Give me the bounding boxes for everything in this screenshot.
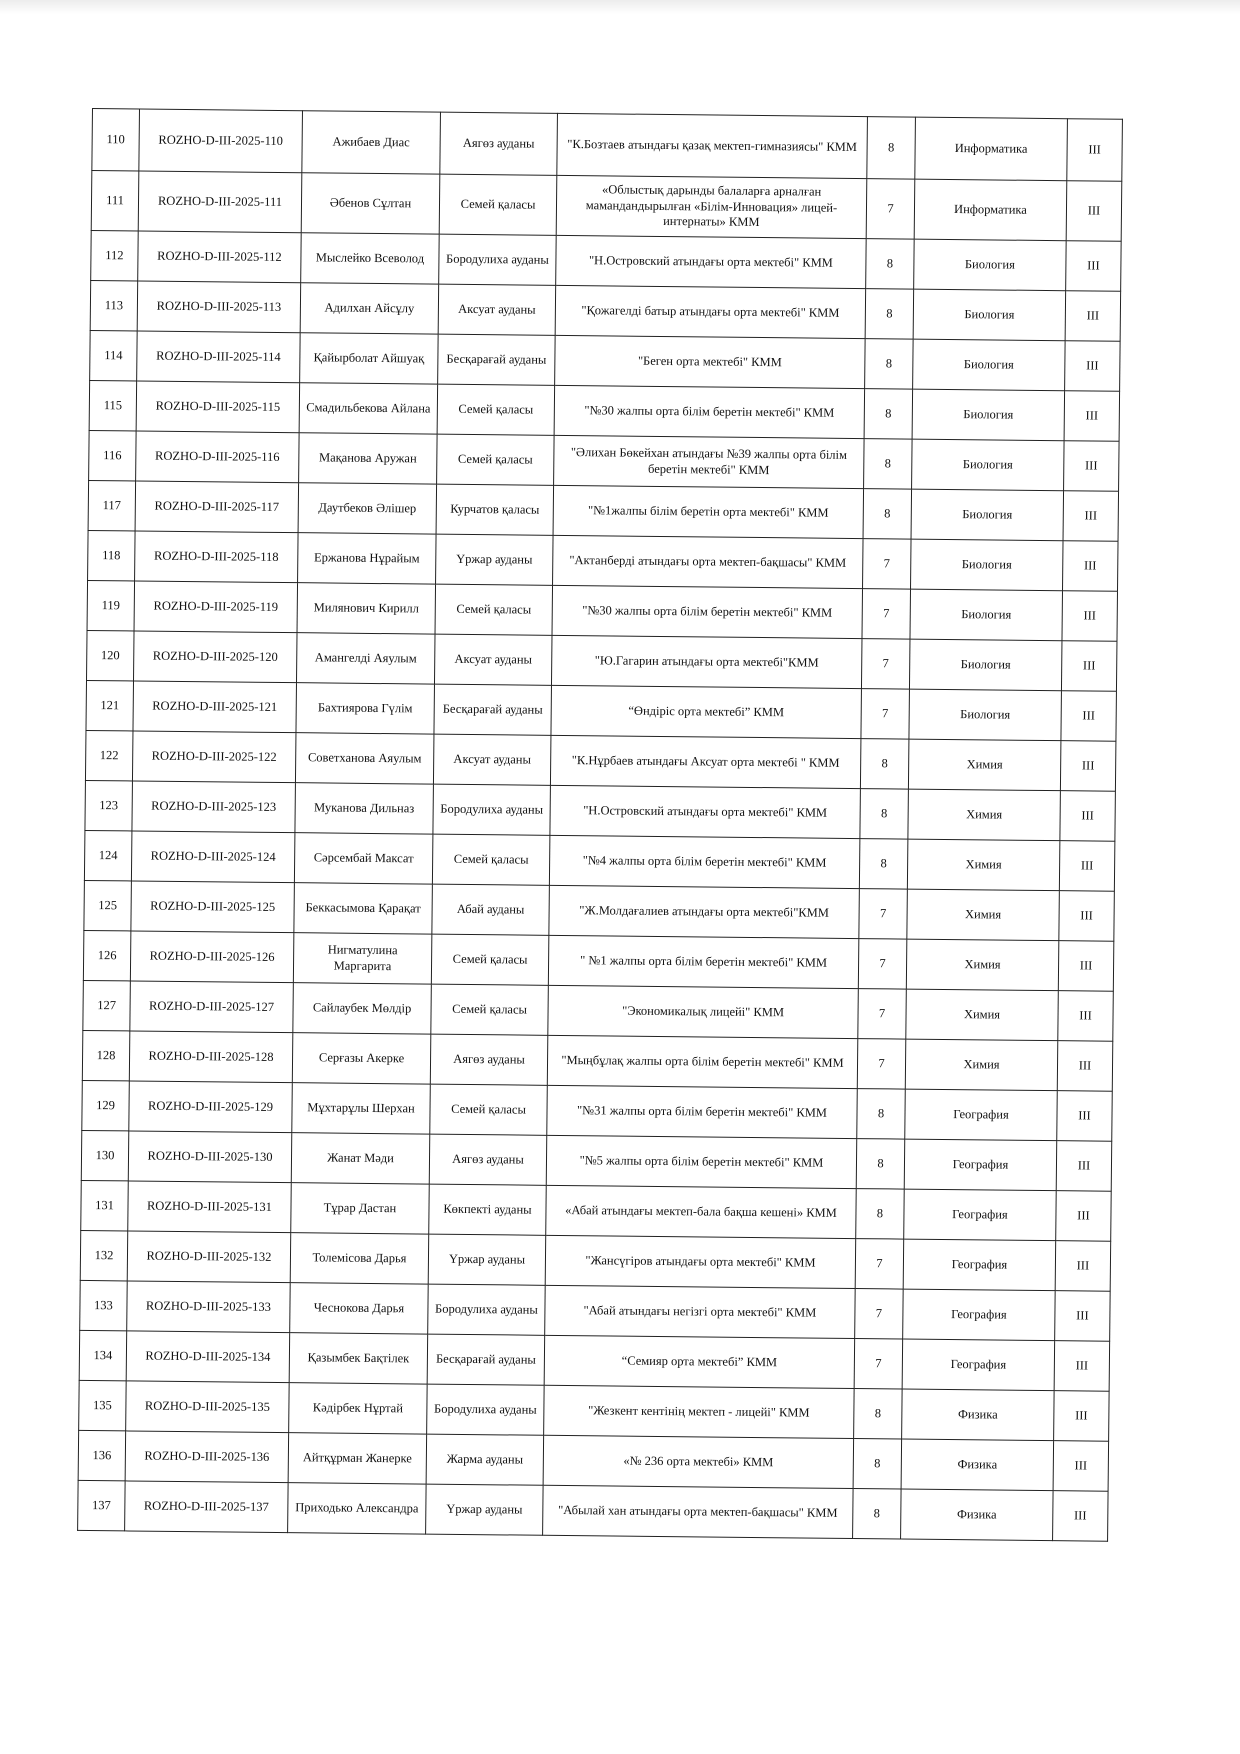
- participant-name-cell: Ажибаев Диас: [302, 111, 441, 174]
- subject-cell: Химия: [908, 789, 1061, 841]
- grade-cell: 7: [857, 1039, 906, 1089]
- award-cell: III: [1064, 441, 1120, 492]
- district-cell: Семей қаласы: [437, 434, 555, 485]
- participant-name-cell: Адилхан Айсұлу: [300, 283, 439, 334]
- participant-name-cell: Муканова Дильназ: [295, 783, 434, 834]
- grade-cell: 8: [860, 789, 909, 839]
- grade-cell: 7: [854, 1339, 903, 1389]
- award-cell: III: [1057, 1091, 1113, 1142]
- participant-code-cell: ROZHO-D-III-2025-137: [125, 1481, 289, 1533]
- district-cell: Семей қаласы: [430, 1084, 548, 1135]
- subject-cell: География: [902, 1339, 1055, 1391]
- row-number-cell: 121: [86, 680, 134, 730]
- award-cell: III: [1061, 641, 1117, 692]
- row-number-cell: 131: [81, 1180, 129, 1230]
- grade-cell: 7: [861, 639, 910, 689]
- participant-code-cell: ROZHO-D-III-2025-117: [135, 481, 299, 533]
- district-cell: Бесқарағай ауданы: [434, 684, 552, 735]
- district-cell: Үржар ауданы: [436, 534, 554, 585]
- district-cell: Семей қаласы: [432, 834, 550, 885]
- participant-code-cell: ROZHO-D-III-2025-133: [127, 1281, 291, 1333]
- row-number-cell: 119: [87, 580, 135, 630]
- school-cell: "№5 жалпы орта білім беретін мектебі" КММ: [546, 1135, 857, 1188]
- subject-cell: География: [905, 1089, 1058, 1141]
- school-cell: "№1жалпы білім беретін орта мектебі" КММ: [553, 485, 864, 538]
- participant-name-cell: Айтқұрман Жанерке: [288, 1433, 427, 1484]
- participant-name-cell: Серғазы Акерке: [292, 1033, 431, 1084]
- subject-cell: Биология: [911, 539, 1064, 591]
- district-cell: Көкпекті ауданы: [429, 1184, 547, 1235]
- school-cell: «№ 236 орта мектебі» КММ: [543, 1435, 854, 1488]
- school-cell: "№30 жалпы орта білім беретін мектебі" КММ: [554, 385, 865, 438]
- participant-name-cell: Мыслейко Всеволод: [301, 233, 440, 284]
- participant-name-cell: Чеснокова Дарья: [290, 1283, 429, 1334]
- grade-cell: 7: [862, 589, 911, 639]
- participant-code-cell: ROZHO-D-III-2025-131: [128, 1181, 292, 1233]
- grade-cell: 7: [866, 179, 915, 239]
- award-cell: III: [1061, 691, 1117, 742]
- award-cell: III: [1058, 991, 1114, 1042]
- subject-cell: Химия: [906, 989, 1059, 1041]
- row-number-cell: 129: [82, 1080, 130, 1130]
- award-cell: III: [1054, 1341, 1110, 1392]
- grade-cell: 7: [863, 539, 912, 589]
- subject-cell: География: [904, 1189, 1057, 1241]
- award-cell: III: [1055, 1291, 1111, 1342]
- grade-cell: 8: [867, 117, 916, 179]
- participant-code-cell: ROZHO-D-III-2025-110: [139, 109, 303, 173]
- district-cell: Бородулиха ауданы: [428, 1284, 546, 1335]
- award-cell: III: [1060, 791, 1116, 842]
- award-cell: III: [1053, 1491, 1109, 1542]
- participant-code-cell: ROZHO-D-III-2025-111: [138, 171, 302, 233]
- grade-cell: 8: [854, 1389, 903, 1439]
- results-table: [77, 108, 1123, 1542]
- row-number-cell: 112: [91, 230, 139, 280]
- participant-code-cell: ROZHO-D-III-2025-122: [132, 731, 296, 783]
- district-cell: Бородулиха ауданы: [439, 234, 557, 285]
- row-number-cell: 135: [79, 1380, 127, 1430]
- grade-cell: 7: [855, 1239, 904, 1289]
- participant-name-cell: Советханова Аяулым: [295, 733, 434, 784]
- award-cell: III: [1063, 491, 1119, 542]
- award-cell: III: [1062, 591, 1118, 642]
- award-cell: III: [1059, 841, 1115, 892]
- subject-cell: Химия: [907, 839, 1060, 891]
- participant-code-cell: ROZHO-D-III-2025-114: [137, 331, 301, 383]
- school-cell: "Қожагелді батыр атындағы орта мектебі" КММ: [555, 285, 866, 338]
- participant-code-cell: ROZHO-D-III-2025-132: [127, 1231, 291, 1283]
- district-cell: Семей қаласы: [431, 984, 549, 1035]
- participant-name-cell: Милянович Кирилл: [297, 583, 436, 634]
- subject-cell: Биология: [909, 689, 1062, 741]
- grade-cell: 8: [864, 389, 913, 439]
- district-cell: Аксуат ауданы: [434, 634, 552, 685]
- grade-cell: 8: [865, 289, 914, 339]
- table-body: [78, 109, 1123, 1542]
- district-cell: Жарма ауданы: [426, 1434, 544, 1485]
- grade-cell: 7: [858, 939, 907, 989]
- participant-code-cell: ROZHO-D-III-2025-134: [126, 1331, 290, 1383]
- table-row: [92, 109, 1123, 182]
- district-cell: Аягөз ауданы: [429, 1134, 547, 1185]
- participant-name-cell: Даутбеков Әлішер: [298, 483, 437, 534]
- subject-cell: Информатика: [914, 179, 1067, 241]
- district-cell: Аксуат ауданы: [438, 284, 556, 335]
- school-cell: "Мыңбұлақ жалпы орта білім беретін мектебі" КММ: [547, 1035, 858, 1088]
- award-cell: III: [1067, 119, 1123, 182]
- grade-cell: 7: [855, 1289, 904, 1339]
- participant-name-cell: Смадильбекова Айлана: [299, 383, 438, 434]
- scan-edge: [0, 0, 1240, 14]
- school-cell: "№30 жалпы орта білім беретін мектебі" КММ: [552, 585, 863, 638]
- participant-code-cell: ROZHO-D-III-2025-126: [130, 931, 294, 983]
- school-cell: "Экономикалық лицейі" КММ: [548, 985, 859, 1038]
- subject-cell: Физика: [901, 1439, 1054, 1491]
- row-number-cell: 128: [82, 1030, 130, 1080]
- award-cell: III: [1056, 1191, 1112, 1242]
- subject-cell: Биология: [912, 389, 1065, 441]
- participant-name-cell: Қайырболат Айшуақ: [300, 333, 439, 384]
- grade-cell: 7: [858, 989, 907, 1039]
- participant-code-cell: ROZHO-D-III-2025-120: [134, 631, 298, 683]
- district-cell: Семей қаласы: [435, 584, 553, 635]
- district-cell: Үржар ауданы: [426, 1484, 544, 1535]
- row-number-cell: 122: [85, 730, 133, 780]
- row-number-cell: 110: [92, 109, 140, 171]
- row-number-cell: 120: [87, 630, 135, 680]
- district-cell: Курчатов қаласы: [436, 484, 554, 535]
- award-cell: III: [1054, 1391, 1110, 1442]
- participant-code-cell: ROZHO-D-III-2025-136: [125, 1431, 289, 1483]
- subject-cell: Химия: [906, 939, 1059, 991]
- row-number-cell: 113: [90, 280, 138, 330]
- participant-name-cell: Әбенов Сұлтан: [301, 173, 440, 234]
- school-cell: "Жезкент кентінің мектеп - лицейі" КММ: [544, 1385, 855, 1438]
- school-cell: "Жансүгіров атындағы орта мектебі" КММ: [545, 1235, 856, 1288]
- grade-cell: 8: [866, 239, 915, 289]
- participant-code-cell: ROZHO-D-III-2025-124: [131, 831, 295, 883]
- table-row: [78, 1480, 1108, 1541]
- participant-code-cell: ROZHO-D-III-2025-113: [137, 281, 301, 333]
- district-cell: Аксуат ауданы: [433, 734, 551, 785]
- subject-cell: Биология: [914, 239, 1067, 291]
- row-number-cell: 127: [83, 980, 131, 1030]
- subject-cell: География: [904, 1139, 1057, 1191]
- grade-cell: 7: [861, 689, 910, 739]
- subject-cell: Биология: [913, 339, 1066, 391]
- participant-name-cell: Амангелді Аяулым: [296, 633, 435, 684]
- subject-cell: Биология: [912, 439, 1065, 491]
- row-number-cell: 133: [80, 1280, 128, 1330]
- district-cell: Бесқарағай ауданы: [427, 1334, 545, 1385]
- subject-cell: Физика: [901, 1489, 1054, 1541]
- school-cell: «Абай атындағы мектеп-бала бақша кешені» КММ: [546, 1185, 857, 1238]
- row-number-cell: 134: [79, 1330, 127, 1380]
- participant-code-cell: ROZHO-D-III-2025-130: [128, 1131, 292, 1183]
- school-cell: "Н.Островский атындағы орта мектебі" КММ: [550, 785, 861, 838]
- participant-name-cell: Сәрсембай Максат: [294, 833, 433, 884]
- row-number-cell: 118: [88, 530, 136, 580]
- subject-cell: География: [903, 1289, 1056, 1341]
- district-cell: Семей қаласы: [439, 174, 557, 235]
- row-number-cell: 125: [84, 880, 132, 930]
- table-row: [91, 171, 1122, 242]
- row-number-cell: 115: [89, 380, 137, 430]
- participant-name-cell: Тұрар Дастан: [291, 1183, 430, 1234]
- participant-name-cell: Кәдірбек Нұртай: [289, 1383, 428, 1434]
- subject-cell: Биология: [910, 589, 1063, 641]
- participant-code-cell: ROZHO-D-III-2025-112: [138, 231, 302, 283]
- school-cell: "Ю.Гагарин атындағы орта мектебі"КММ: [551, 635, 862, 688]
- participant-code-cell: ROZHO-D-III-2025-121: [133, 681, 297, 733]
- participant-name-cell: Нигматулина Маргарита: [293, 933, 432, 984]
- row-number-cell: 123: [85, 780, 133, 830]
- subject-cell: География: [903, 1239, 1056, 1291]
- school-cell: “Семияр орта мектебі” КММ: [544, 1335, 855, 1388]
- school-cell: "Н.Островский атындағы орта мектебі" КММ: [556, 235, 867, 288]
- participant-name-cell: Жанат Мәди: [291, 1133, 430, 1184]
- award-cell: III: [1060, 741, 1116, 792]
- award-cell: III: [1065, 291, 1121, 342]
- row-number-cell: 124: [84, 830, 132, 880]
- participant-name-cell: Приходько Александра: [288, 1483, 427, 1534]
- grade-cell: 8: [853, 1439, 902, 1489]
- award-cell: III: [1066, 181, 1122, 242]
- district-cell: Бесқарағай ауданы: [438, 334, 556, 385]
- participant-code-cell: ROZHO-D-III-2025-115: [136, 381, 300, 433]
- school-cell: "Беген орта мектебі" КММ: [555, 335, 866, 388]
- row-number-cell: 136: [78, 1430, 126, 1480]
- row-number-cell: 114: [90, 330, 138, 380]
- district-cell: Аягөз ауданы: [440, 112, 558, 175]
- participant-name-cell: Мақанова Аружан: [299, 433, 438, 484]
- subject-cell: Химия: [907, 889, 1060, 941]
- subject-cell: Физика: [902, 1389, 1055, 1441]
- school-cell: "№4 жалпы орта білім беретін мектебі" КММ: [549, 835, 860, 888]
- district-cell: Абай ауданы: [432, 884, 550, 935]
- school-cell: "К.Бозтаев атындағы қазақ мектеп-гимназиясы" КММ: [557, 113, 868, 178]
- row-number-cell: 111: [91, 171, 139, 231]
- district-cell: Үржар ауданы: [428, 1234, 546, 1285]
- participant-name-cell: Мұхтарұлы Шерхан: [292, 1083, 431, 1134]
- participant-name-cell: Ержанова Нұрайым: [298, 533, 437, 584]
- subject-cell: Информатика: [915, 117, 1068, 181]
- participant-name-cell: Бахтиярова Гүлім: [296, 683, 435, 734]
- district-cell: Бородулиха ауданы: [433, 784, 551, 835]
- school-cell: "К.Нұрбаев атындағы Аксуат орта мектебі " КММ: [550, 735, 861, 788]
- row-number-cell: 130: [81, 1130, 129, 1180]
- district-cell: Семей қаласы: [431, 934, 549, 985]
- award-cell: III: [1053, 1441, 1109, 1492]
- grade-cell: 8: [864, 439, 913, 489]
- award-cell: III: [1056, 1141, 1112, 1192]
- subject-cell: Химия: [905, 1039, 1058, 1091]
- participant-code-cell: ROZHO-D-III-2025-125: [131, 881, 295, 933]
- row-number-cell: 137: [78, 1480, 126, 1530]
- award-cell: III: [1059, 891, 1115, 942]
- participant-code-cell: ROZHO-D-III-2025-127: [130, 981, 294, 1033]
- school-cell: "Актанберді атындағы орта мектеп-бақшасы" КММ: [553, 535, 864, 588]
- award-cell: III: [1062, 541, 1118, 592]
- school-cell: "Әлихан Бөкейхан атындағы №39 жалпы орта білім беретін мектебі" КММ: [554, 435, 865, 488]
- participant-name-cell: Сайлаубек Мөлдір: [293, 983, 432, 1034]
- participant-code-cell: ROZHO-D-III-2025-135: [126, 1381, 290, 1433]
- grade-cell: 7: [859, 889, 908, 939]
- award-cell: III: [1058, 941, 1114, 992]
- grade-cell: 8: [856, 1189, 905, 1240]
- participant-code-cell: ROZHO-D-III-2025-129: [129, 1081, 293, 1133]
- participant-name-cell: Қазымбек Бақтілек: [289, 1333, 428, 1384]
- row-number-cell: 116: [89, 430, 137, 480]
- participant-name-cell: Беккасымова Қарақат: [294, 883, 433, 934]
- school-cell: "№31 жалпы орта білім беретін мектебі" КММ: [547, 1085, 858, 1138]
- grade-cell: 8: [857, 1089, 906, 1140]
- row-number-cell: 126: [83, 930, 131, 980]
- subject-cell: Химия: [908, 739, 1061, 791]
- award-cell: III: [1065, 341, 1121, 392]
- school-cell: «Облыстық дарынды балаларға арналған мамандандырылған «Білім-Инновация» лицей-интернаты» КММ: [556, 175, 867, 238]
- participant-code-cell: ROZHO-D-III-2025-118: [135, 531, 299, 583]
- school-cell: "Ж.Молдағалиев атындағы орта мектебі"КММ: [549, 885, 860, 938]
- participant-code-cell: ROZHO-D-III-2025-116: [136, 431, 300, 483]
- participant-code-cell: ROZHO-D-III-2025-123: [132, 781, 296, 833]
- grade-cell: 8: [853, 1489, 902, 1539]
- award-cell: III: [1057, 1041, 1113, 1092]
- row-number-cell: 117: [88, 480, 136, 530]
- school-cell: " №1 жалпы орта білім беретін мектебі" КММ: [548, 935, 859, 988]
- district-cell: Бородулиха ауданы: [427, 1384, 545, 1435]
- participant-name-cell: Толемісова Дарья: [290, 1233, 429, 1284]
- award-cell: III: [1055, 1241, 1111, 1292]
- grade-cell: 8: [863, 489, 912, 539]
- grade-cell: 8: [860, 739, 909, 789]
- award-cell: III: [1066, 241, 1122, 292]
- grade-cell: 8: [865, 339, 914, 389]
- row-number-cell: 132: [80, 1230, 128, 1280]
- subject-cell: Биология: [909, 639, 1062, 691]
- school-cell: "Абай атындағы негізгі орта мектебі" КММ: [545, 1285, 856, 1338]
- district-cell: Аягөз ауданы: [430, 1034, 548, 1085]
- grade-cell: 8: [856, 1139, 905, 1189]
- subject-cell: Биология: [913, 289, 1066, 341]
- school-cell: “Өндіріс орта мектебі” КММ: [551, 685, 862, 738]
- award-cell: III: [1064, 391, 1120, 442]
- district-cell: Семей қаласы: [437, 384, 555, 435]
- grade-cell: 8: [859, 839, 908, 889]
- school-cell: "Абылай хан атындағы орта мектеп-бақшасы" КММ: [543, 1485, 854, 1538]
- participant-code-cell: ROZHO-D-III-2025-128: [129, 1031, 293, 1083]
- subject-cell: Биология: [911, 489, 1064, 541]
- participant-code-cell: ROZHO-D-III-2025-119: [134, 581, 298, 633]
